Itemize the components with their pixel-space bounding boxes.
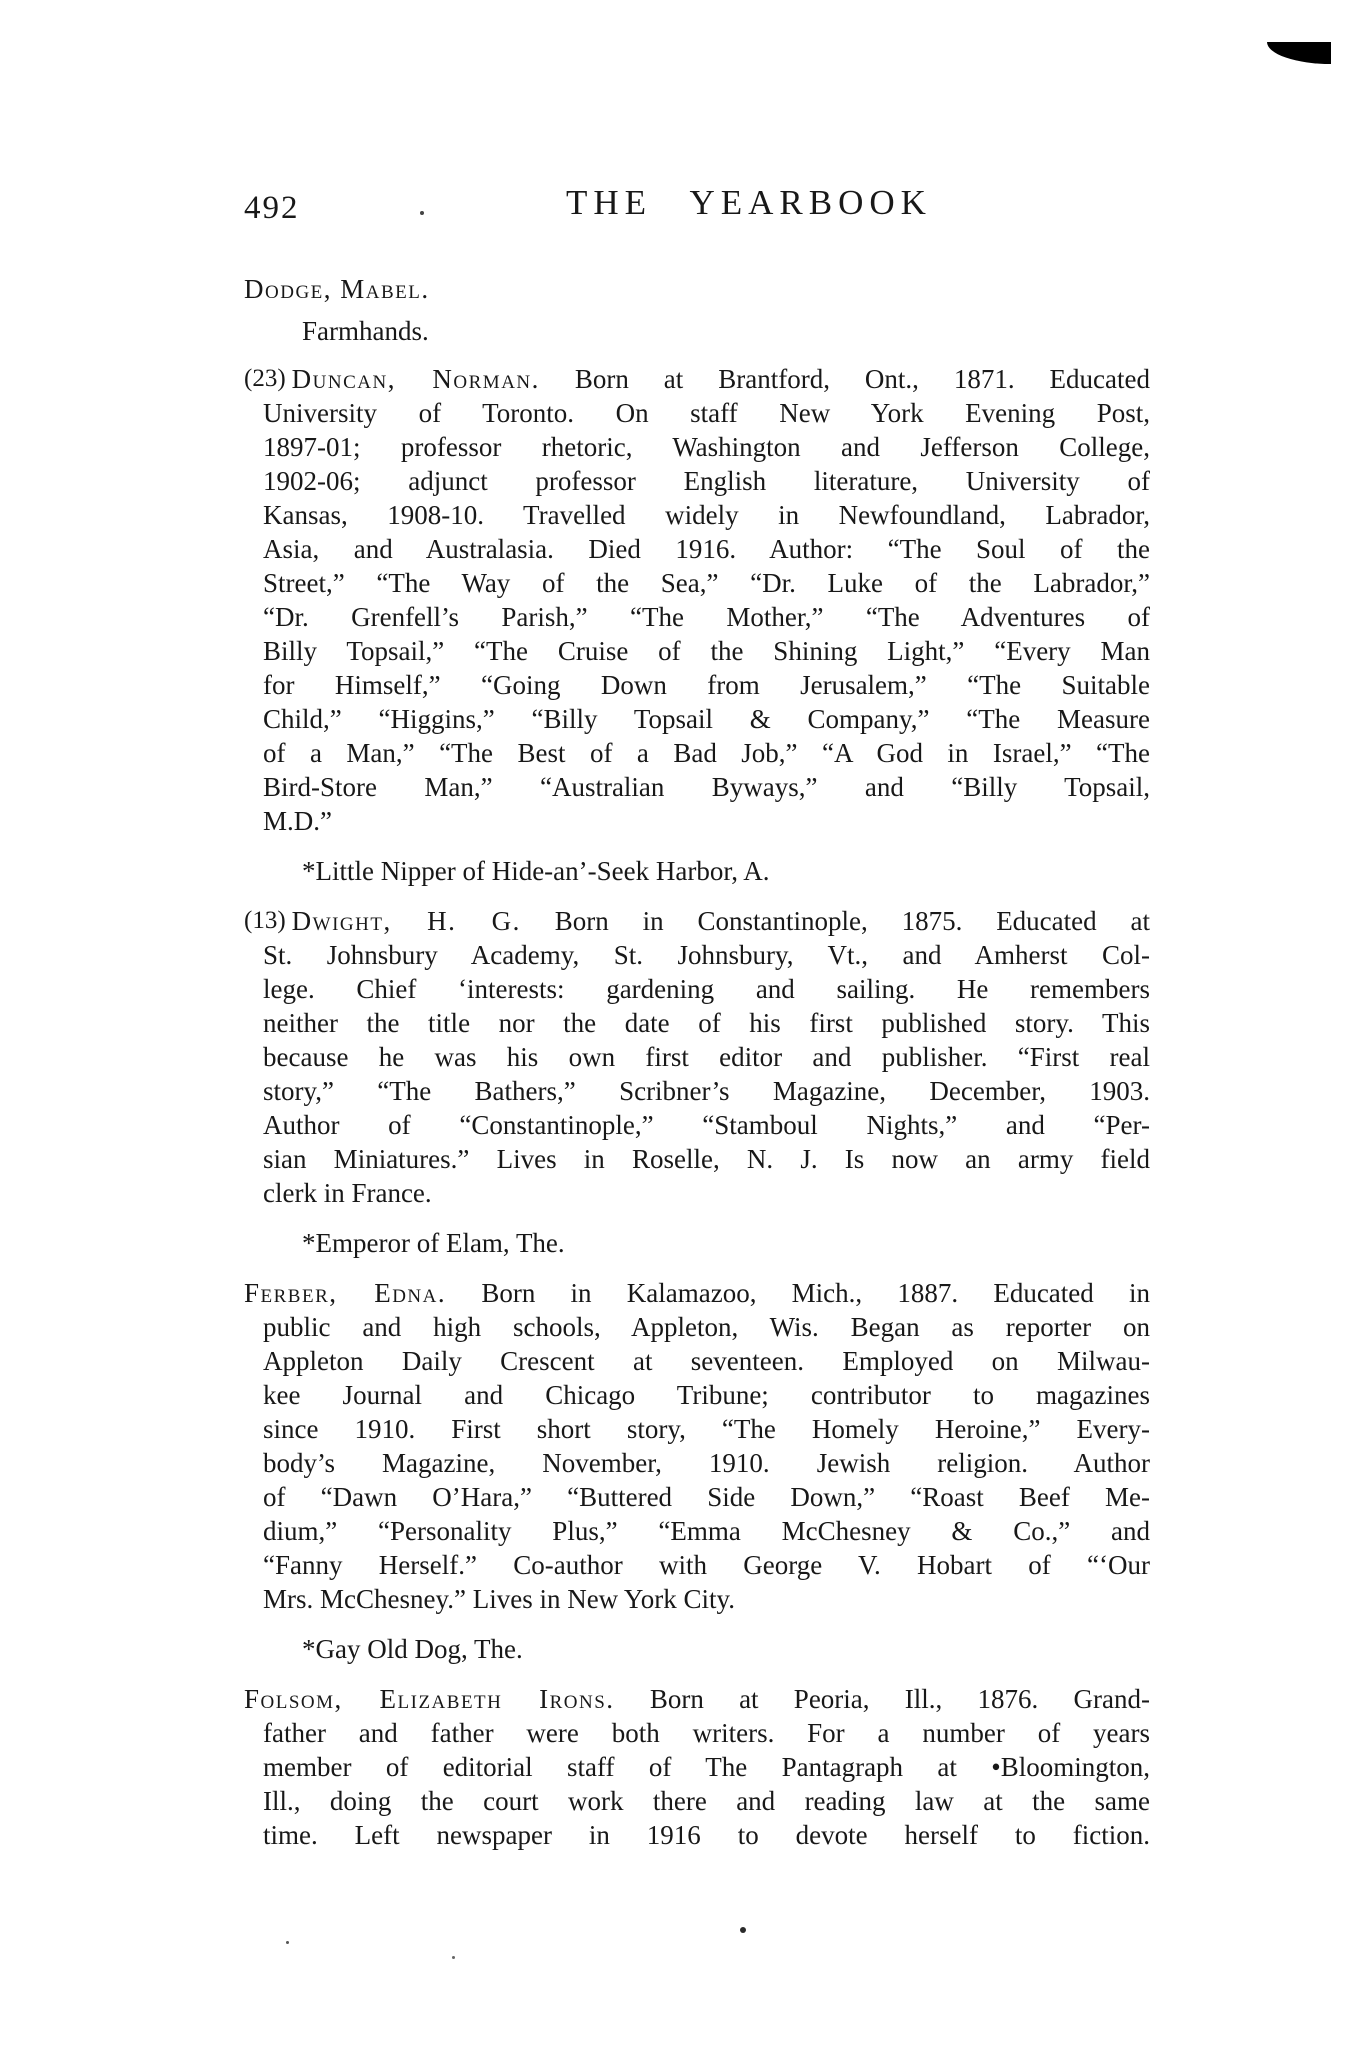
bio-entry (244, 1276, 1150, 1616)
bio-line: Ferber, Edna. Born in Kalamazoo, Mich., 1887. Educated in (244, 1278, 1150, 1308)
bio-line: “Dr. Grenfell’s Parish,” “The Mother,” “The Adventures of (263, 602, 1150, 632)
bio-line: of “Dawn O’Hara,” “Buttered Side Down,” “Roast Beef Me- (263, 1482, 1150, 1512)
bio-line: “Fanny Herself.” Co-author with George V. Hobart of “‘Our (263, 1550, 1150, 1580)
page-title: THE YEARBOOK (566, 183, 932, 222)
bio-line: Street,” “The Way of the Sea,” “Dr. Luke of the Labrador,” (263, 568, 1150, 598)
story-title: Farmhands. (302, 316, 429, 346)
bio-line: member of editorial staff of The Pantagraph at •Bloomington, (263, 1752, 1150, 1782)
bio-line: Kansas, 1908-10. Travelled widely in Newfoundland, Labrador, (263, 500, 1150, 530)
bio-line: Ill., doing the court work there and reading law at the same (263, 1786, 1150, 1816)
bio-line: lege. Chief ‘interests: gardening and sailing. He remembers (263, 974, 1150, 1004)
story-title: *Gay Old Dog, The. (302, 1634, 523, 1664)
entry-name: Folsom, Elizabeth Irons. (244, 1684, 615, 1714)
scan-artifact-dot (452, 1956, 455, 1959)
bio-line: (23) Duncan, Norman. Born at Brantford, Ont., 1871. Educated (244, 364, 1150, 394)
bio-line: (13) Dwight, H. G. Born in Constantinople, 1875. Educated at (244, 906, 1150, 936)
bio-line: body’s Magazine, November, 1910. Jewish religion. Author (263, 1448, 1150, 1478)
bio-line: story,” “The Bathers,” Scribner’s Magazine, December, 1903. (263, 1076, 1150, 1106)
bio-line: dium,” “Personality Plus,” “Emma McChesney & Co.,” and (263, 1516, 1150, 1546)
story-title: *Little Nipper of Hide-an’-Seek Harbor, A. (302, 856, 770, 886)
scan-artifact-dot (286, 1941, 289, 1944)
entry-name: Dwight, H. G. (291, 906, 521, 936)
bio-line: Asia, and Australasia. Died 1916. Author: “The Soul of the (263, 534, 1150, 564)
story-title: *Emperor of Elam, The. (302, 1228, 565, 1258)
bio-line: Child,” “Higgins,” “Billy Topsail & Company,” “The Measure (263, 704, 1150, 734)
bio-line: Mrs. McChesney.” Lives in New York City. (263, 1584, 735, 1614)
bio-line: M.D.” (263, 806, 332, 836)
bio-line: Folsom, Elizabeth Irons. Born at Peoria, Ill., 1876. Grand- (244, 1684, 1150, 1714)
bio-line: Appleton Daily Crescent at seventeen. Employed on Milwau- (263, 1346, 1150, 1376)
entry-number: (13) (244, 907, 286, 934)
bio-line: public and high schools, Appleton, Wis. Began as reporter on (263, 1312, 1150, 1342)
entry-name: Dodge, Mabel. (244, 274, 430, 304)
bio-line: clerk in France. (263, 1178, 432, 1208)
page-header (244, 183, 1150, 227)
scan-artifact-dot (740, 1927, 746, 1933)
bio-line: because he was his own first editor and publisher. “First real (263, 1042, 1150, 1072)
bio-line: of a Man,” “The Best of a Bad Job,” “A God in Israel,” “The (263, 738, 1150, 768)
bio-line: neither the title nor the date of his first published story. This (263, 1008, 1150, 1038)
bio-line: father and father were both writers. For a number of years (263, 1718, 1150, 1748)
bio-line (244, 272, 1150, 306)
bio-line: Author of “Constantinople,” “Stamboul Nights,” and “Per- (263, 1110, 1150, 1140)
page-corner-scan-mark (1267, 42, 1331, 64)
bio-line: sian Miniatures.” Lives in Roselle, N. J. Is now an army field (263, 1144, 1150, 1174)
scan-artifact-dot (420, 211, 424, 215)
entries (244, 272, 1150, 1852)
bio-line: St. Johnsbury Academy, St. Johnsbury, Vt., and Amherst Col- (263, 940, 1150, 970)
bio-entry (244, 904, 1150, 1210)
entry-number: (23) (244, 365, 286, 392)
entry-name: Ferber, Edna. (244, 1278, 447, 1308)
bio-line: 1902-06; adjunct professor English literature, University of (263, 466, 1150, 496)
bio-entry (244, 1682, 1150, 1852)
bio-entry (244, 362, 1150, 838)
bio-line: for Himself,” “Going Down from Jerusalem,” “The Suitable (263, 670, 1150, 700)
bio-entry (244, 272, 1150, 306)
bio-line: Bird-Store Man,” “Australian Byways,” and “Billy Topsail, (263, 772, 1150, 802)
bio-line: time. Left newspaper in 1916 to devote herself to fiction. (263, 1820, 1150, 1850)
bio-line: since 1910. First short story, “The Homely Heroine,” Every- (263, 1414, 1150, 1444)
bio-line: 1897-01; professor rhetoric, Washington and Jefferson College, (263, 432, 1150, 462)
bio-line: kee Journal and Chicago Tribune; contributor to magazines (263, 1380, 1150, 1410)
page-number: 492 (244, 190, 300, 226)
bio-line: University of Toronto. On staff New York Evening Post, (263, 398, 1150, 428)
bio-line: Billy Topsail,” “The Cruise of the Shining Light,” “Every Man (263, 636, 1150, 666)
entry-name: Duncan, Norman. (291, 364, 540, 394)
